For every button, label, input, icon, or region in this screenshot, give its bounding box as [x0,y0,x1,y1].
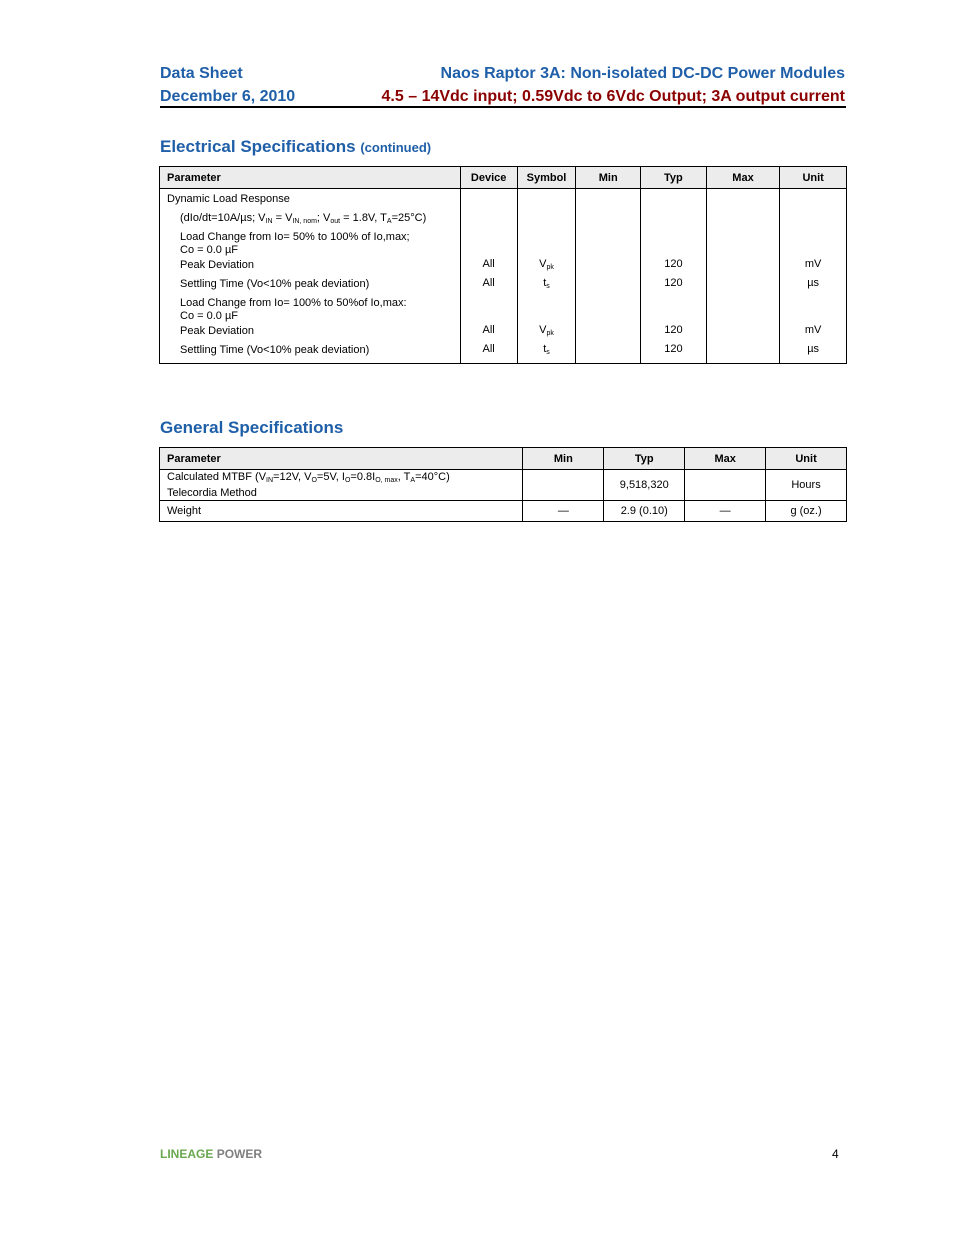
header-right [382,62,845,108]
load-change-down: Load Change from Io= 100% to 50%of Io,max: Co = 0.0 µF [180,297,407,322]
header-left [160,62,295,108]
table-header-row [160,167,847,189]
test-conditions: (dIo/dt=10A/µs; $V_{IN} = V_{IN, nom}$; $V_{out} = 1.8V$, $T_A=25^\circ C$) [180,212,427,225]
weight-parameter: Weight [160,501,523,522]
unit-cell: mV µs mV µs [780,189,847,364]
header-divider [160,106,846,108]
electrical-section-title [160,137,431,157]
settling-time-down: Settling Time (Vo<10% peak deviation) [180,344,370,356]
col-parameter: Parameter [160,448,523,470]
weight-unit: g (oz.) [766,501,847,522]
symbol-cell [517,189,576,364]
brand-lineage: LINEAGE [160,1147,214,1161]
symbol-vpk: $V_{pk}$ [539,258,554,271]
col-min: Min [523,448,604,470]
max-cell [706,189,780,364]
electrical-spec-table [159,166,847,364]
col-max: Max [685,448,766,470]
col-max: Max [706,167,780,189]
table-row [160,470,847,501]
col-min: Min [576,167,641,189]
col-unit: Unit [780,167,847,189]
page-number: 4 [832,1147,839,1161]
table-header-row [160,448,847,470]
col-device: Device [460,167,517,189]
col-unit: Unit [766,448,847,470]
peak-deviation-up: Peak Deviation [180,259,254,271]
symbol-ts: $t_s$ [543,277,550,290]
settling-time-up: Settling Time (Vo<10% peak deviation) [180,278,370,290]
mtbf-unit: Hours [766,470,847,501]
mtbf-parameter: Calculated MTBF ($V_{IN}=12V$, $V_O=5V$, $I_O=0.8I_{O, max}$, $T_A=40^\circ C$) Telecordia Method [160,470,523,501]
table-row [160,189,847,364]
general-spec-table [159,447,847,522]
typ-cell: 120 120 120 120 [641,189,707,364]
param-cell [160,189,461,364]
peak-deviation-down: Peak Deviation [180,325,254,337]
mtbf-max [685,470,766,501]
col-parameter: Parameter [160,167,461,189]
brand-power: POWER [216,1147,263,1161]
table-row [160,501,847,522]
general-section-title: General Specifications [160,418,344,437]
symbol-vpk: $V_{pk}$ [539,324,554,337]
load-change-up: Load Change from Io= 50% to 100% of Io,max; Co = 0.0 µF [180,231,410,256]
mtbf-typ: 9,518,320 [604,470,685,501]
symbol-ts: $t_s$ [543,343,550,356]
dynamic-load-title: Dynamic Load Response [167,193,290,205]
doc-type: Data Sheet [160,65,243,82]
doc-title: Naos Raptor 3A: Non-isolated DC-DC Power Modules [440,65,845,82]
weight-typ: 2.9 (0.10) [604,501,685,522]
electrical-title-suffix: (continued) [360,140,432,155]
doc-subtitle: 4.5 – 14Vdc input; 0.59Vdc to 6Vdc Output; 3A output current [381,88,845,105]
device-cell: All All All All [460,189,517,364]
footer-brand [160,1147,262,1161]
col-symbol: Symbol [517,167,576,189]
mtbf-min [523,470,604,501]
weight-min: — [523,501,604,522]
electrical-title: Electrical Specifications [160,137,356,156]
weight-max: — [685,501,766,522]
col-typ: Typ [641,167,707,189]
min-cell [576,189,641,364]
doc-date: December 6, 2010 [160,88,296,105]
col-typ: Typ [604,448,685,470]
